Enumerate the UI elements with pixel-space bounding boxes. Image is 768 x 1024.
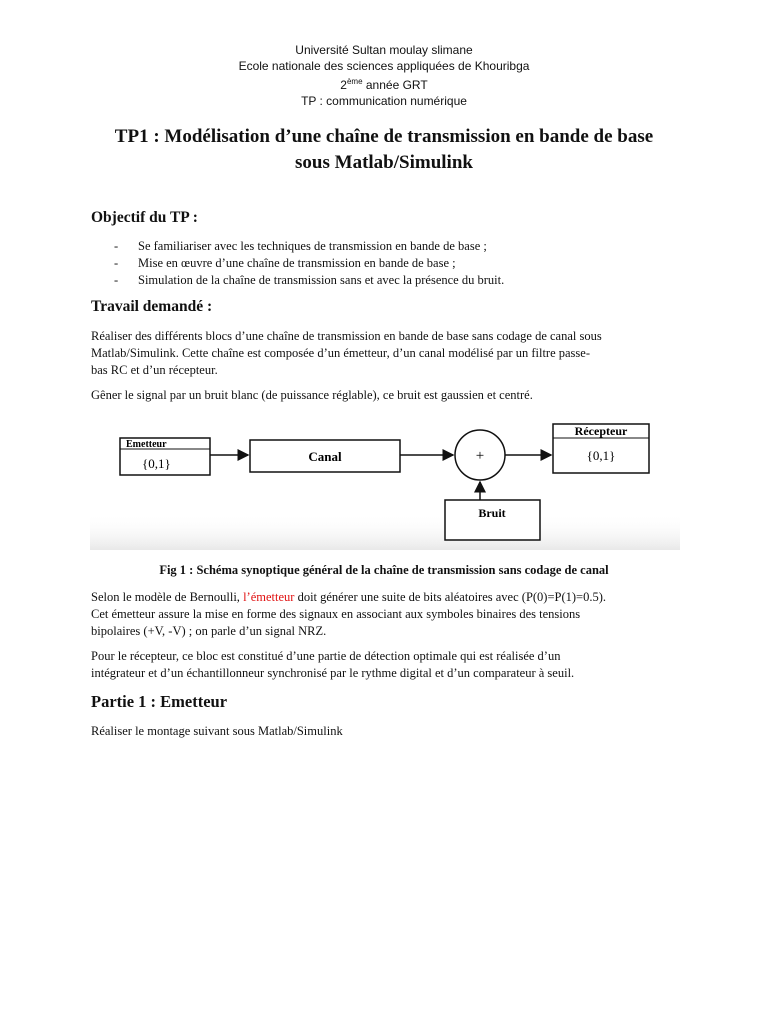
page-title: TP1 : Modélisation d’une chaîne de transmission en bande de base sous Matlab/Simulink	[114, 126, 654, 173]
adder-symbol: +	[475, 448, 485, 464]
travail-heading: Travail demandé :	[91, 298, 213, 315]
bruit-block	[445, 500, 540, 540]
recepteur-set: {0,1}	[586, 448, 616, 463]
bruit-label: Bruit	[478, 506, 506, 520]
emetteur-highlight: l’émetteur	[243, 590, 295, 604]
recepteur-block	[553, 424, 649, 473]
list-item: - Se familiariser avec les techniques de transmission en bande de base ;	[114, 238, 504, 255]
recepteur-label: Récepteur	[574, 424, 628, 438]
travail-paragraph: Réaliser des différents blocs d’une chaîne de transmission en bande de base sans codage de canal sous Matlab/Simulink. Cette chaîne est composée d’un émetteur, d’un canal modélisé par un filtre passe- bas RC et d’un récepteur.	[91, 329, 602, 377]
emetteur-block	[120, 438, 210, 475]
adder-node	[455, 430, 505, 480]
school-name: Ecole nationale des sciences appliquées de Khouribga	[238, 59, 530, 73]
figure-caption: Fig 1 : Schéma synoptique général de la chaîne de transmission sans codage de canal	[159, 563, 609, 577]
block-diagram	[90, 418, 680, 550]
canal-label: Canal	[308, 449, 342, 464]
emetteur-label: Emetteur	[126, 439, 167, 450]
emetteur-set: {0,1}	[142, 456, 171, 471]
course-name: TP : communication numérique	[301, 94, 467, 108]
recepteur-paragraph: Pour le récepteur, ce bloc est constitué d’une partie de détection optimale qui est réalisée d’un intégrateur et d’un échantillonneur synchronisé par le rythme digital et d’un comparateur à seuil.	[91, 649, 575, 680]
canal-block	[250, 440, 400, 472]
list-item: - Mise en œuvre d’une chaîne de transmission en bande de base ;	[114, 255, 504, 272]
document-header	[0, 42, 768, 109]
list-item: - Simulation de la chaîne de transmission sans et avec la présence du bruit.	[114, 272, 504, 289]
objectif-list	[114, 238, 504, 289]
partie1-text: Réaliser le montage suivant sous Matlab/Simulink	[91, 724, 343, 738]
year-line: 2ème année GRT	[340, 77, 428, 92]
partie1-heading: Partie 1 : Emetteur	[91, 692, 228, 711]
university-name: Université Sultan moulay slimane	[295, 43, 473, 57]
bruit-paragraph: Gêner le signal par un bruit blanc (de puissance réglable), ce bruit est gaussien et centré.	[91, 388, 533, 402]
objectif-heading: Objectif du TP :	[91, 209, 198, 226]
bernoulli-paragraph: Selon le modèle de Bernoulli, l’émetteur doit générer une suite de bits aléatoires avec (P(0)=P(1)=0.5). Cet émetteur assure la mise en forme des signaux en associant aux symboles binaires des tensions bipolaires (+V, -V) ; on parle d’un signal NRZ.	[91, 590, 607, 638]
